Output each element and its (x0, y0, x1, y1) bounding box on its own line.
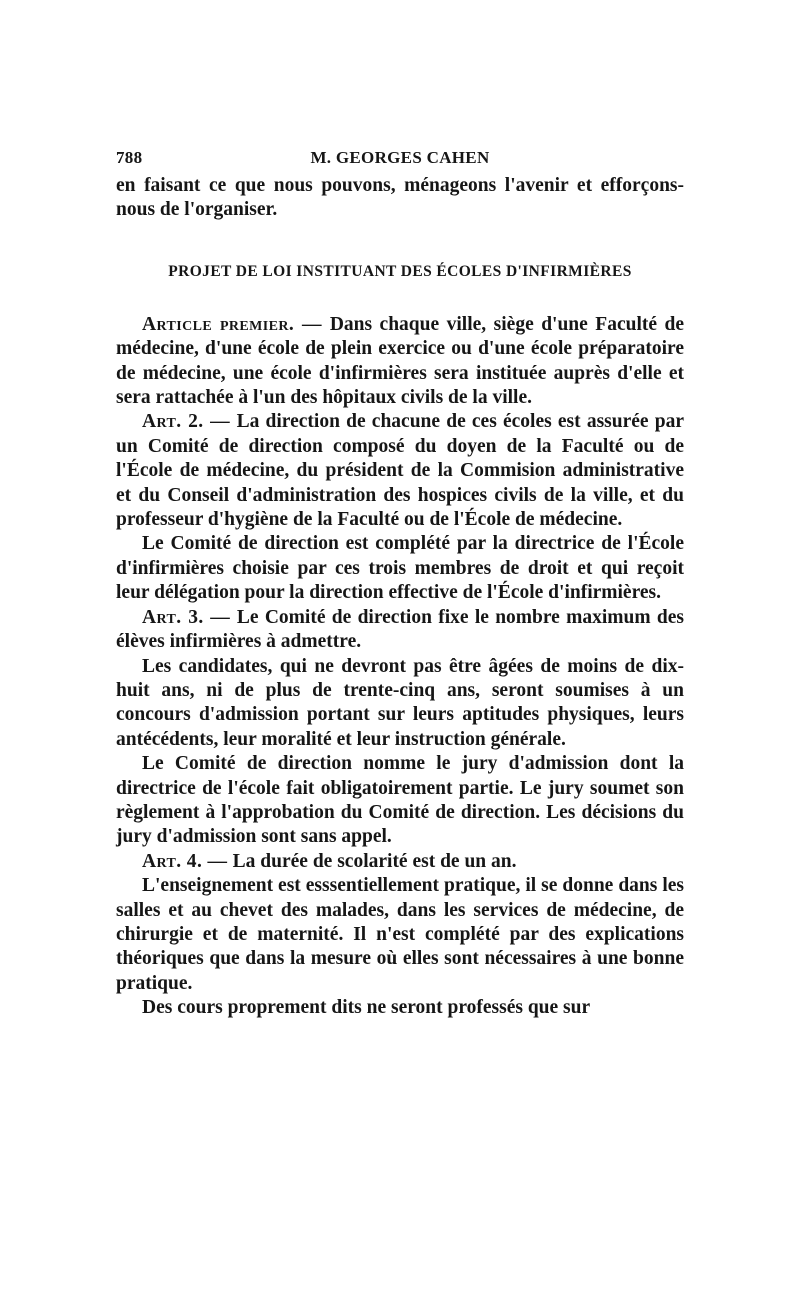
paragraph-text: Des cours proprement dits ne seront professés que sur (142, 997, 591, 1019)
article-4-paragraph (116, 996, 684, 1020)
paragraph-text: Le Comité de direction est complété par la directrice de l'École d'infirmières choisie par ces trois membres de droit et qui reçoit leur délégation pour la direction effective de l'École d'infirmières. (116, 533, 684, 604)
paragraph-text: La direction de chacune de ces écoles est assurée par un Comité de direction composé du doyen de la Faculté ou de l'École de médecine, du président de la Commision administrative et du Conseil d'administration des hospices civils de la ville, et du professeur d'hygiène de la Faculté ou de l'École de médecine. (116, 411, 684, 531)
paragraph-text: La durée de scolarité est de un an. (232, 850, 517, 872)
article-label: Art. 4. — (142, 850, 233, 872)
article-label: Art. 3. — (142, 606, 237, 628)
article-2 (116, 410, 684, 532)
book-page (116, 140, 684, 1021)
running-title: M. GEORGES CAHEN (310, 148, 490, 167)
paragraph-continuation (116, 174, 684, 223)
article-3-paragraph (116, 655, 684, 753)
paragraph-text: Les candidates, qui ne devront pas être âgées de moins de dix-huit ans, ni de plus de trente-cinq ans, seront soumises à un concours d'admission portant sur leurs aptitudes physiques, leurs antécédents, leur moralité et leur instruction générale. (116, 655, 684, 750)
paragraph-text: en faisant ce que nous pouvons, ménageons l'avenir et efforçons-nous de l'organiser. (116, 175, 684, 221)
running-header (116, 140, 684, 174)
paragraph-text: Le Comité de direction fixe le nombre maximum des élèves infirmières à admettre. (116, 606, 684, 653)
paragraph-text: Dans chaque ville, siège d'une Faculté de médecine, d'une école de plein exercice ou d'une école préparatoire de médecine, une école d'infirmières sera instituée auprès d'elle et sera rattachée à l'un des hôpitaux civils de la ville. (116, 313, 685, 409)
article-label: Art. 2. — (142, 411, 237, 433)
section-title: PROJET DE LOI INSTITUANT DES ÉCOLES D'INFIRMIÈRES (168, 262, 632, 280)
article-3 (116, 606, 684, 655)
article-2-paragraph (116, 532, 684, 605)
article-4 (116, 850, 684, 874)
paragraph-text: L'enseignement est esssentiellement pratique, il se donne dans les salles et au chevet des malades, dans les services de médecine, de chirurgie et de maternité. Il n'est complété par des explications théoriques que dans la mesure où elles sont nécessaires à une bonne pratique. (116, 875, 684, 994)
article-1 (116, 313, 684, 411)
article-4-paragraph (116, 874, 684, 996)
page-number: 788 (116, 148, 143, 167)
article-3-paragraph (116, 752, 684, 850)
article-label: Article premier. — (142, 313, 330, 335)
paragraph-text: Le Comité de direction nomme le jury d'admission dont la directrice de l'école fait obligatoirement partie. Le jury soumet son règlement à l'approbation du Comité de direction. Les décisions du jury d'admission sont sans appel. (116, 753, 684, 848)
